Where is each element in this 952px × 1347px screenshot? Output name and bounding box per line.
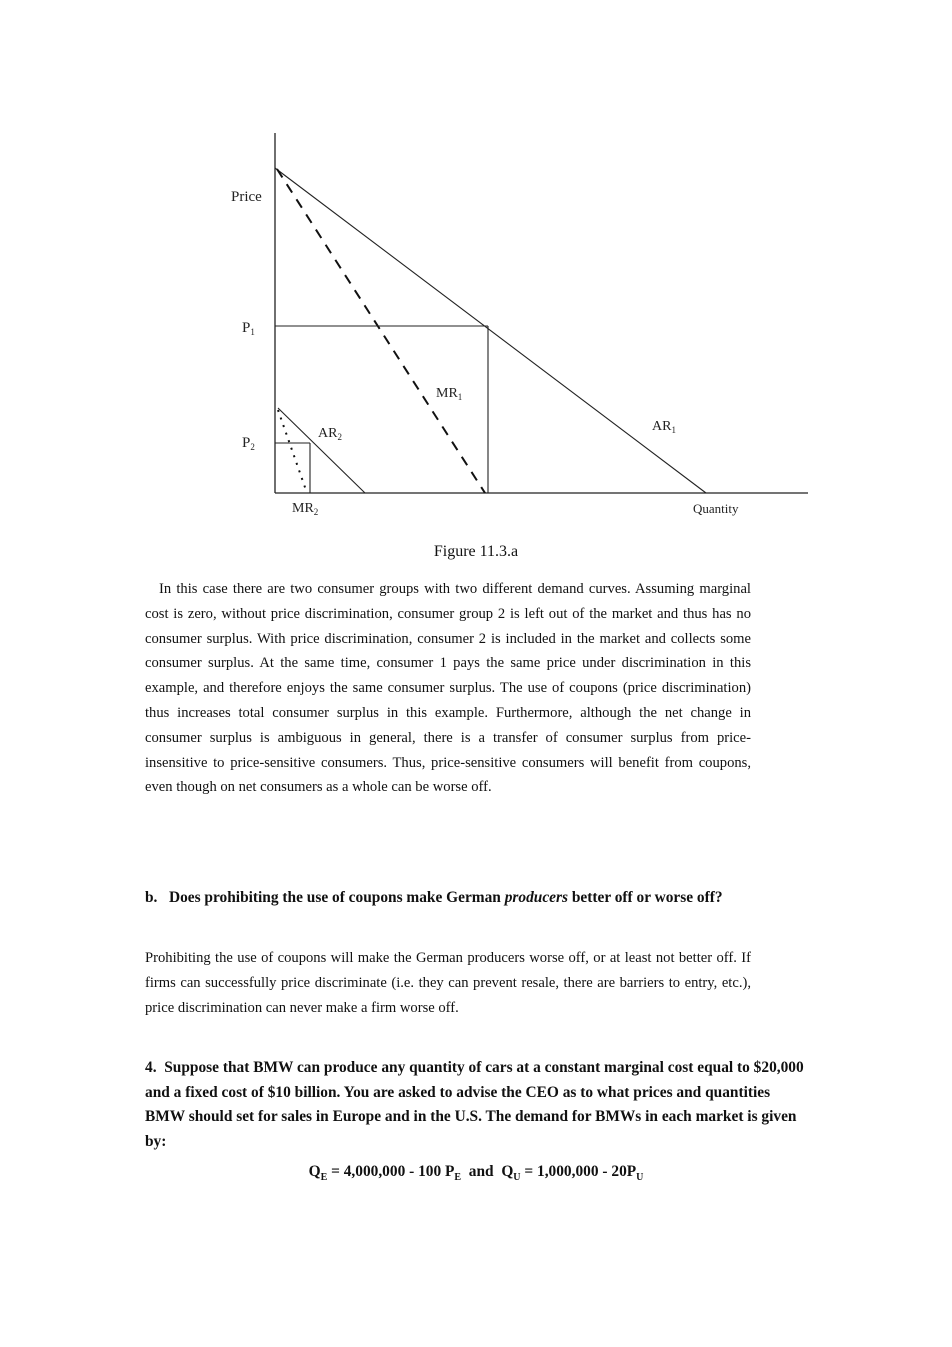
price-discrimination-figure xyxy=(0,0,952,560)
question-b-emphasis: producers xyxy=(504,889,568,906)
question-b-text-end: better off or worse off? xyxy=(568,889,723,906)
p1-label: $P_1$ xyxy=(242,320,255,337)
mr1-label: $MR_1$ xyxy=(436,386,463,402)
ar1-line xyxy=(275,168,706,493)
demand-equations: $Q_E = 4,000,000 - 100$ $P_E$ and $Q_U = 1,000,000 - 20P_U$ xyxy=(308,1163,644,1184)
ar2-line xyxy=(278,408,365,493)
question-b-text-start: b. Does prohibiting the use of coupons make German xyxy=(145,889,505,906)
answer-paragraph-b: Prohibiting the use of coupons will make the German producers worse off, or at least not better off. If firms can successfully price discriminate (i.e. they can prevent resale, there are barriers to entry, etc.), price discrimination can never make a firm worse off. xyxy=(145,950,751,1016)
mr2-label: $MR_2$ xyxy=(292,501,319,517)
answer-paragraph-a: In this case there are two consumer groups with two different demand curves. Assuming marginal cost is zero, without price discrimination, consumer group 2 is left out of the market and thus has no consumer surplus. With price discrimination, consumer 2 is included in the market and collects some consumer surplus. At the same time, consumer 1 pays the same price under discrimination in this example, and therefore enjoys the same consumer surplus. The use of coupons (price discrimination) thus increases total consumer surplus in this example. Furthermore, although the net change in consumer surplus is ambiguous in general, there is a transfer of consumer surplus from price-insensitive to price-sensitive consumers. Thus, price-sensitive consumers will benefit from coupons, even though on net consumers as a whole can be worse off. xyxy=(145,581,751,796)
mr1-line xyxy=(277,169,485,493)
quantity-axis-label: Quantity xyxy=(693,501,739,516)
p2-label: $P_2$ xyxy=(242,435,255,452)
question-4: 4. Suppose that BMW can produce any quantity of cars at a constant marginal cost equal to $20,000 and a fixed cost of $10 billion. You are asked to advise the CEO as to what prices and quantities BMW should set for sales in Europe and in the U.S. The demand for BMWs in each market is given by: xyxy=(145,1059,804,1150)
price-axis-label: Price xyxy=(231,189,262,205)
question-b xyxy=(145,886,795,911)
ar1-label: $AR_1$ xyxy=(652,419,676,435)
figure-caption: Figure 11.3.a xyxy=(433,543,519,560)
ar2-label: $AR_2$ xyxy=(318,426,342,442)
